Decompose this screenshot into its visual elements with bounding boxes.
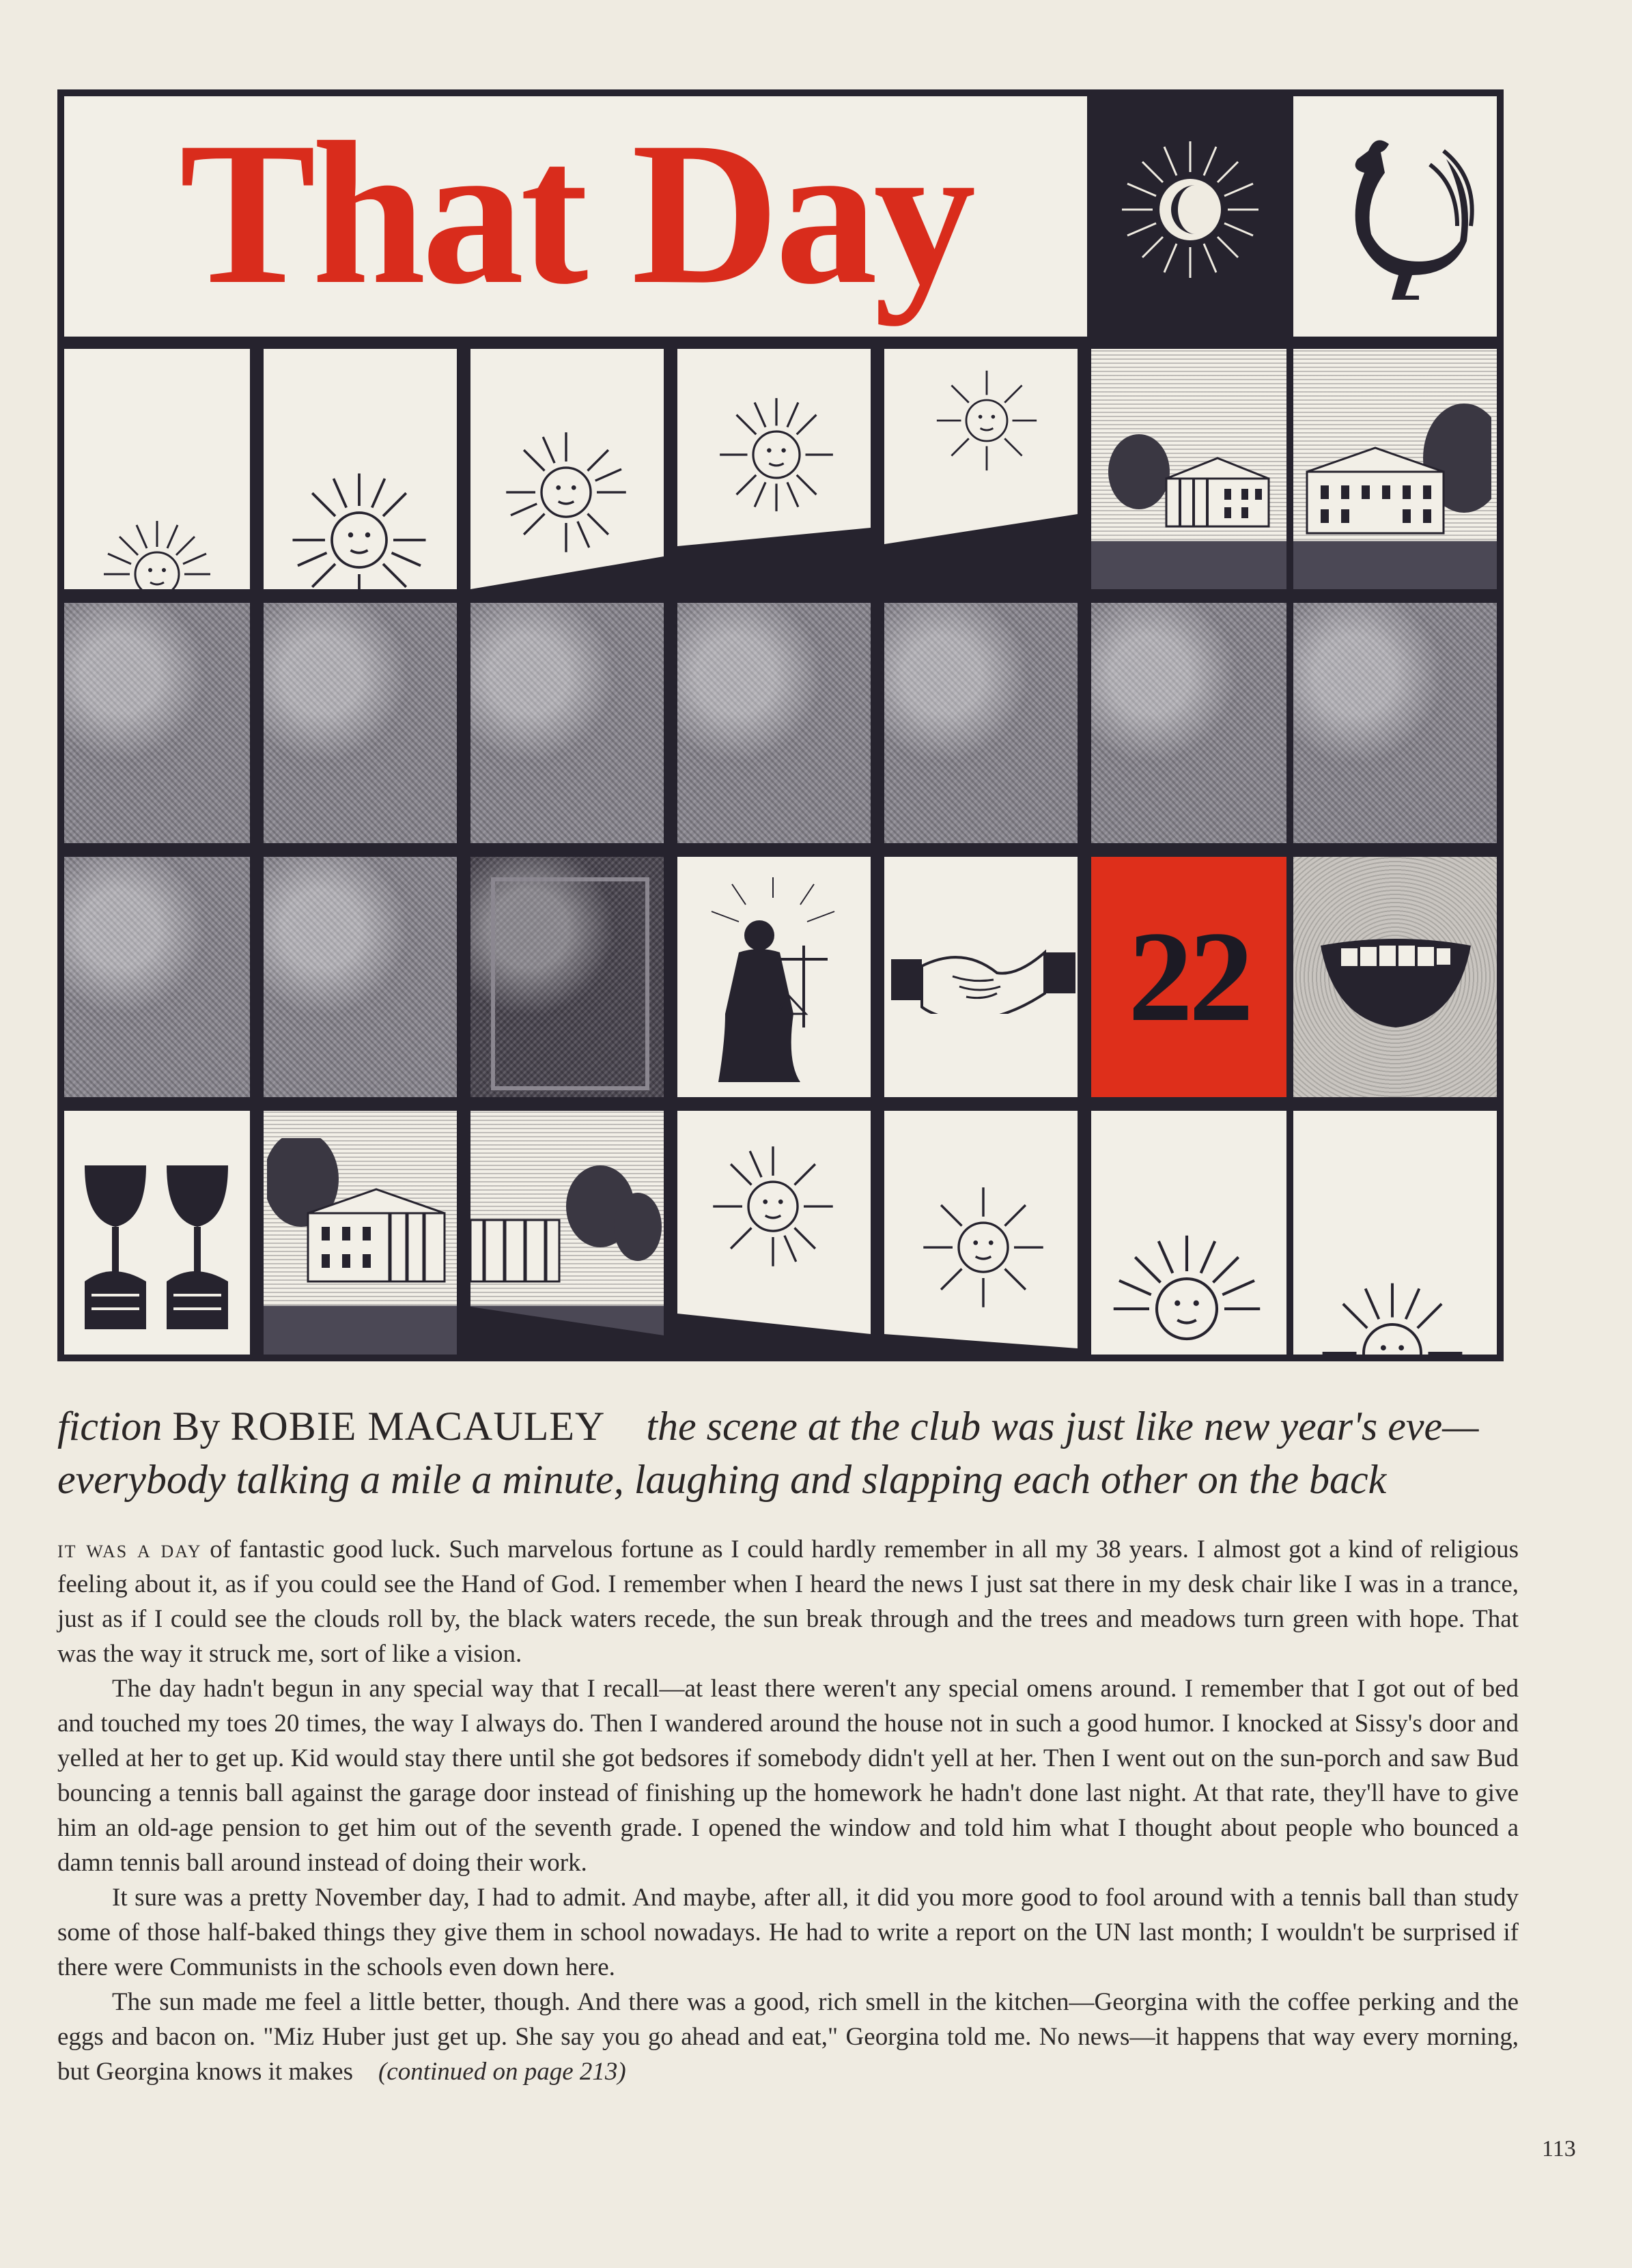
justice-cell xyxy=(677,857,871,1097)
day-cell-sunrise-3 xyxy=(470,349,664,589)
door-frame xyxy=(491,877,649,1090)
paragraph: it was a day of fantastic good luck. Such marvelous fortune as I could hardly remember in all my 38 years. I almost got a kind of religious feeling about it, as if you could see the Hand of God. I remember when I heard the news I just sat there in my desk chair like I was in a trance, just as if I could see the clouds roll by, the black waters recede, the sun break through and the trees and meadows turn green with hope. That was the way it struck me, sort of like a vision. xyxy=(57,1535,1519,1668)
day-cell-sunset-2 xyxy=(884,1111,1078,1355)
sun-icon xyxy=(935,369,1038,472)
horizon-wedge xyxy=(884,514,1078,589)
page-number: 113 xyxy=(1542,2136,1576,2161)
horizon-wedge xyxy=(677,528,871,589)
photo-doors xyxy=(470,857,664,1097)
sun-icon xyxy=(718,397,834,513)
photo-main-street xyxy=(1091,603,1286,843)
moon-sun-icon xyxy=(1115,134,1265,285)
title-panel xyxy=(64,96,1087,337)
author-name: ROBIE MACAULEY xyxy=(230,1404,606,1449)
justice-scales-icon xyxy=(691,870,855,1089)
sun-icon xyxy=(505,431,628,554)
horizon-wedge xyxy=(677,1314,871,1355)
sun-icon xyxy=(922,1186,1045,1309)
plantation-house-cell-1 xyxy=(1091,349,1286,589)
photo-crowd xyxy=(64,857,250,1097)
photo-sit-down-protest xyxy=(264,857,457,1097)
sun-icon xyxy=(291,472,427,589)
handshake-cell xyxy=(884,857,1078,1097)
deck-text: the scene at the club was just like new year's eve—everybody talking a mile a minute, laughing and slapping each other on the back xyxy=(57,1404,1479,1502)
photo-man-walking xyxy=(677,603,871,843)
photo-street xyxy=(1293,603,1497,843)
sun-icon xyxy=(1112,1234,1262,1355)
page-title: That Day xyxy=(179,100,972,326)
genre-label: fiction xyxy=(57,1404,163,1449)
day-cell-sunset-1 xyxy=(677,1111,871,1355)
sun-icon xyxy=(102,520,212,589)
handshake-icon xyxy=(891,939,1075,1014)
horizon-wedge xyxy=(884,1334,1078,1355)
moon-sun-cell xyxy=(1090,96,1291,337)
horizon-wedge xyxy=(470,548,664,589)
paragraph: It sure was a pretty November day, I had to admit. And maybe, after all, it did you more good to fool around with a tennis ball than study some of those half-baked things they give them in school nowadays. He had to write a report on the UN last month; I wouldn't be surprised if there were Communists in the schools even down here. xyxy=(57,1884,1519,1981)
paragraph: The sun made me feel a little better, though. And there was a good, rich smell in the kitchen—Georgina with the coffee perking and the eggs and bacon on. "Miz Huber just get up. She say you go ahead and eat," Georgina told me. No news—it happens that way every morning, but Georgina knows it makes (continued on page 213) xyxy=(57,1988,1519,2086)
day-cell-sunrise-4 xyxy=(677,349,871,589)
sun-icon xyxy=(712,1145,834,1268)
sun-icon xyxy=(1321,1281,1464,1355)
calendar-grid xyxy=(57,89,1504,1361)
plantation-house-icon xyxy=(1300,403,1491,554)
day-cell-sunset-4 xyxy=(1293,1111,1497,1355)
rooster-cell xyxy=(1293,96,1497,337)
paragraph: The day hadn't begun in any special way that I recall—at least there weren't any special omens around. I remember that I got out of bed and touched my toes 20 times, the way I always do. Then I wandered around the house not in such a good humor. I knocked at Sissy's door and yelled at her to get up. Kid would stay there until she got bedsores if somebody didn't yell at her. Then I went out on the sun-porch and saw Bud bouncing a tennis ball against the garage door instead of finishing up the homework he hadn't done last night. At that rate, they'll have to give him an old-age pension to get him out of the seventh grade. I opened the window and told him what I thought about people who bounced a damn tennis ball around instead of doing their work. xyxy=(57,1675,1519,1877)
plantation-house-icon xyxy=(267,1138,455,1309)
plantation-house-cell-2 xyxy=(1293,349,1497,589)
date-cell xyxy=(1091,857,1286,1097)
toast-cell xyxy=(64,1111,250,1355)
photo-women xyxy=(264,603,457,843)
plantation-house-icon xyxy=(1105,424,1276,547)
by-label: By xyxy=(172,1404,221,1449)
laughing-mouth-icon xyxy=(1314,918,1478,1041)
day-cell-sunset-3 xyxy=(1091,1111,1286,1355)
continued-note: (continued on page 213) xyxy=(378,2058,626,2086)
toasting-glasses-icon xyxy=(71,1152,242,1343)
lead-in: it was a day xyxy=(57,1535,202,1563)
photo-party xyxy=(64,603,250,843)
laughing-mouth-cell xyxy=(1293,857,1497,1097)
rooster-icon xyxy=(1307,124,1485,315)
day-cell-sunrise-1 xyxy=(64,349,250,589)
byline-block xyxy=(57,1400,1519,1506)
day-cell-sunrise-2 xyxy=(264,349,457,589)
article-body xyxy=(57,1532,1519,2089)
date-number: 22 xyxy=(1128,905,1250,1049)
photo-building xyxy=(884,603,1078,843)
plantation-trees-icon xyxy=(470,1138,664,1309)
photo-people-doorway xyxy=(470,603,664,843)
horizon-wedge xyxy=(470,1307,664,1355)
plantation-trees-cell xyxy=(470,1111,664,1355)
plantation-house-cell-3 xyxy=(264,1111,457,1355)
day-cell-sunrise-5 xyxy=(884,349,1078,589)
